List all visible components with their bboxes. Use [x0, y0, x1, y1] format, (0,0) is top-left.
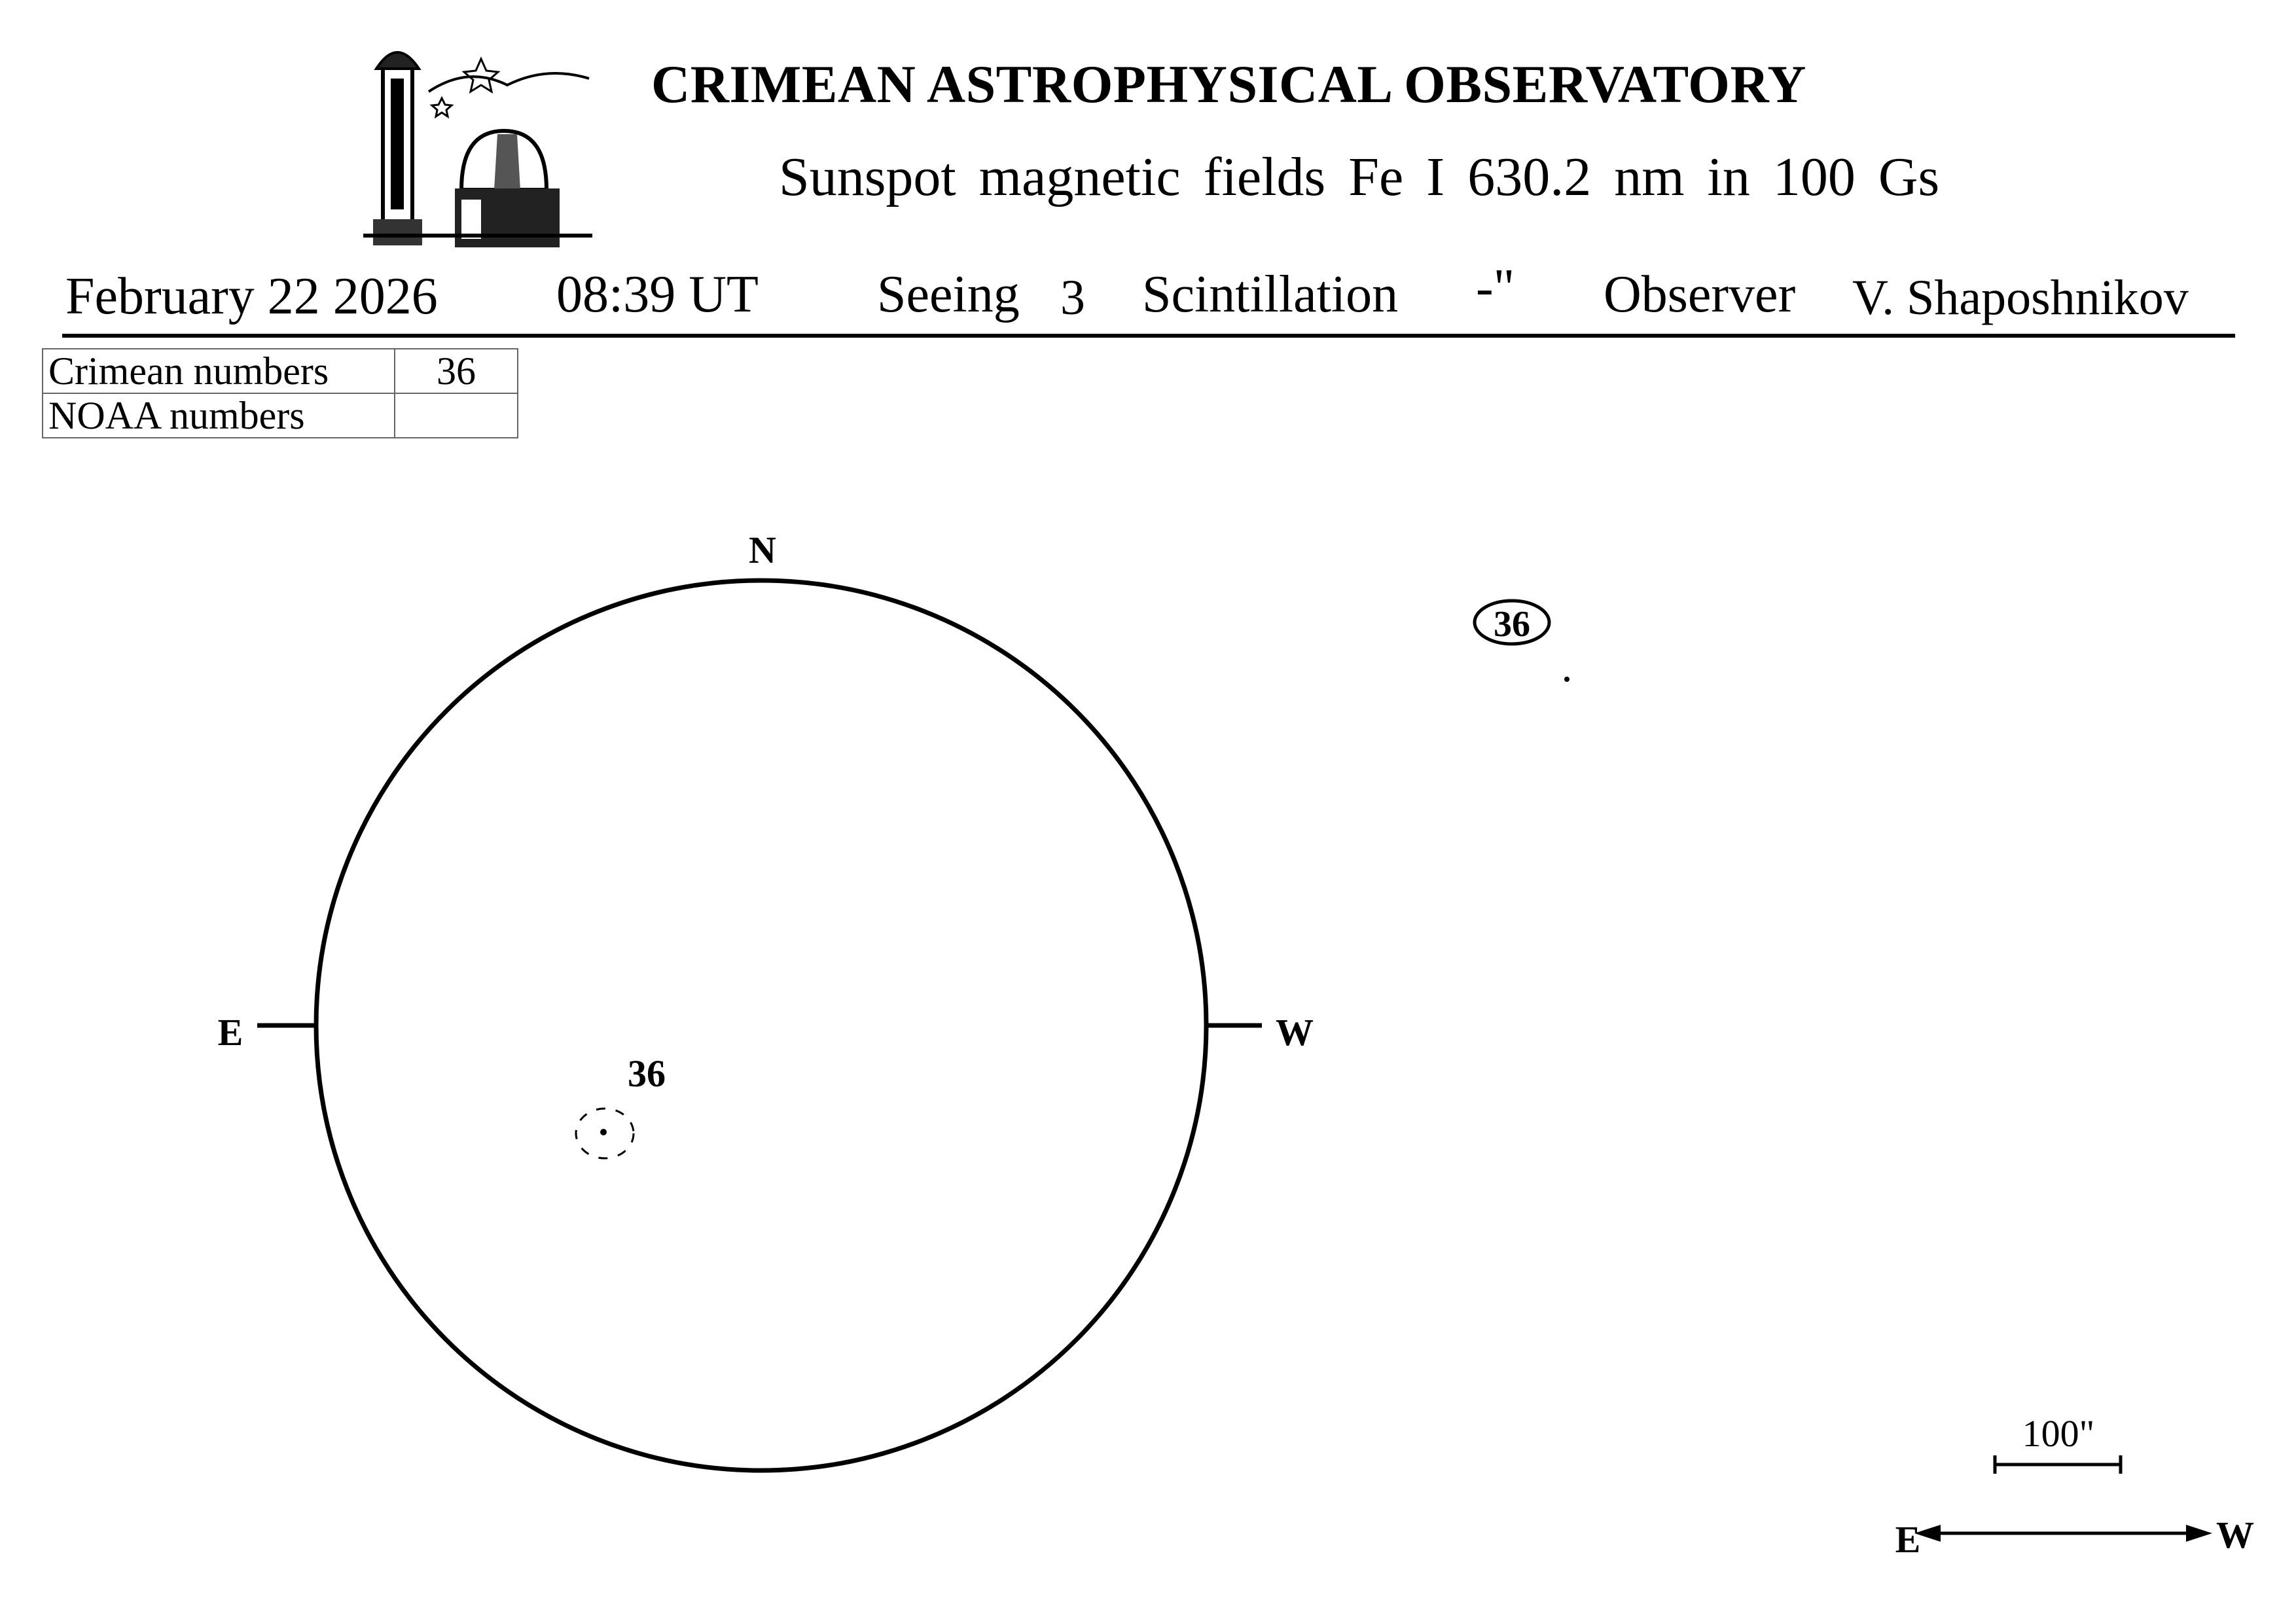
inset-region-label: 36 — [1494, 604, 1530, 645]
seeing-value: 3 — [1060, 270, 1085, 325]
solar-disk — [316, 580, 1206, 1470]
orientation-east-label: E — [1895, 1518, 1921, 1561]
crimean-numbers-value: 36 — [395, 349, 518, 393]
orientation-west-label: W — [2216, 1514, 2254, 1556]
observation-time: 08:39 UT — [556, 266, 759, 323]
scintillation-value: -" — [1476, 259, 1515, 317]
north-label: N — [749, 529, 776, 571]
region-label: 36 — [628, 1052, 666, 1095]
scale-label: 100" — [2022, 1412, 2095, 1455]
observer-label: Observer — [1604, 266, 1796, 323]
crimean-numbers-label: Crimean numbers — [43, 349, 395, 393]
page-title: CRIMEAN ASTROPHYSICAL OBSERVATORY — [651, 54, 1807, 114]
west-label: W — [1276, 1011, 1314, 1054]
scintillation-label: Scintillation — [1142, 266, 1399, 323]
east-label: E — [217, 1011, 243, 1054]
page-subtitle: Sunspot magnetic fields Fe I 630.2 nm in 100 Gs — [779, 147, 1940, 207]
seeing-label: Seeing — [877, 266, 1020, 323]
sunspot — [600, 1129, 607, 1135]
noaa-numbers-label: NOAA numbers — [43, 393, 395, 438]
arrow-head-right-icon — [2186, 1525, 2212, 1542]
observer-name: V. Shaposhnikov — [1852, 270, 2189, 325]
observation-date: February 22 2026 — [65, 268, 438, 325]
inset-sunspot — [1564, 677, 1570, 682]
